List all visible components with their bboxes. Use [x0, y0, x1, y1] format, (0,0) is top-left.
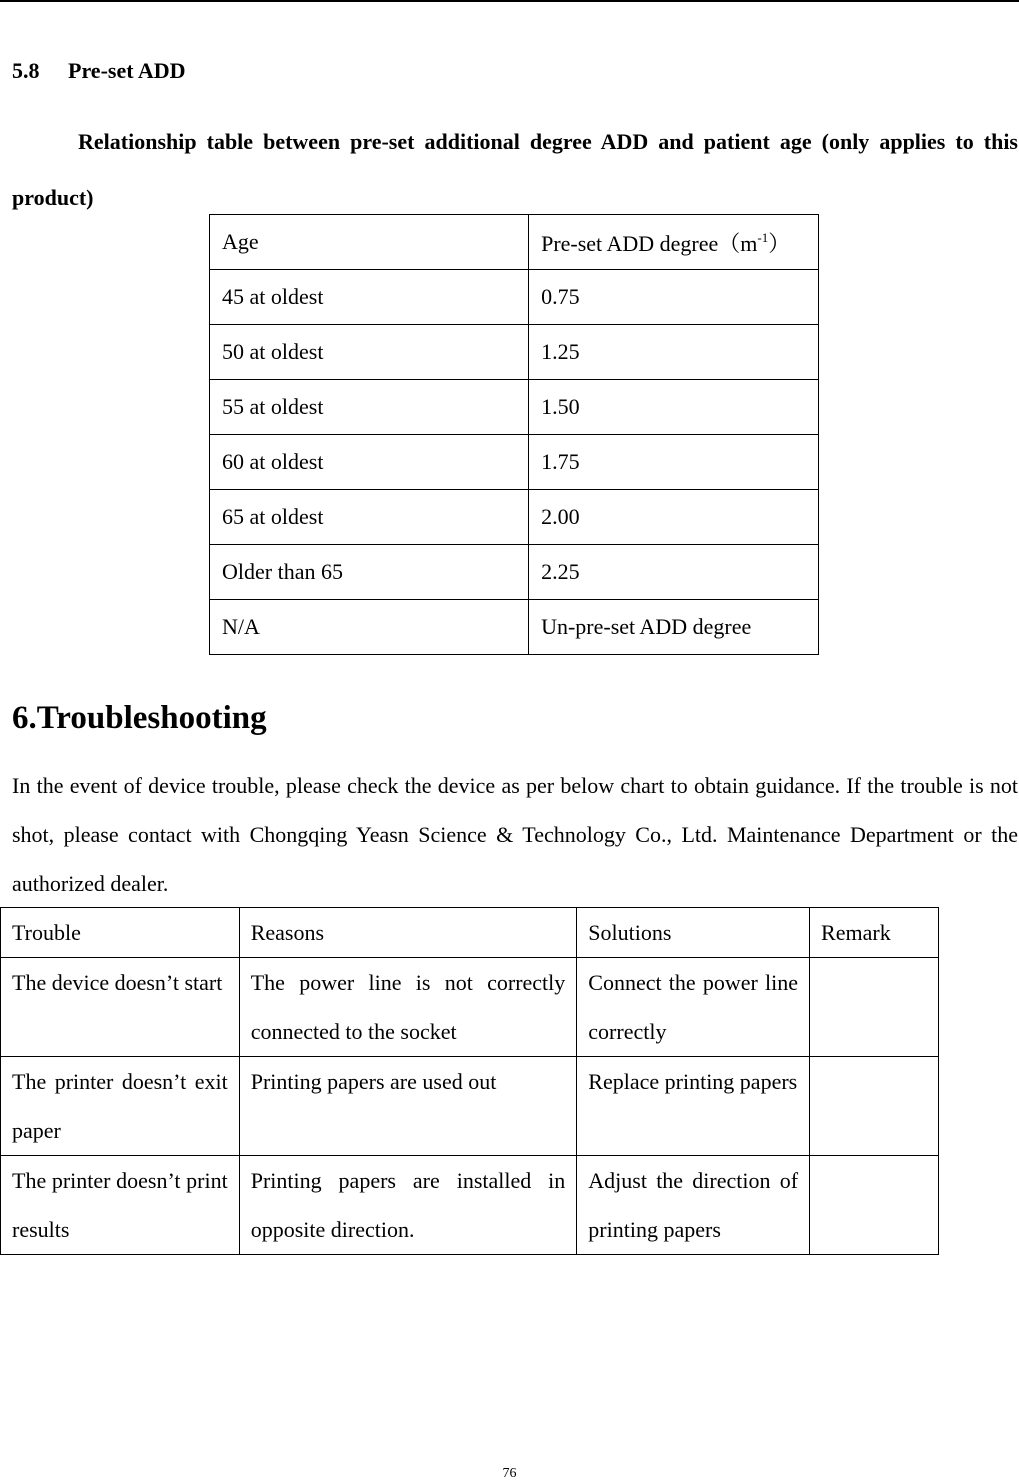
header-remark: Remark [810, 908, 939, 958]
page-number: 76 [502, 1466, 517, 1481]
solution-cell: Adjust the direction of printing papers [577, 1156, 810, 1255]
header-degree-exponent: -1 [757, 229, 769, 245]
header-reasons: Reasons [239, 908, 577, 958]
section-number: 5.8 [12, 58, 40, 83]
degree-cell: Un-pre-set ADD degree [529, 600, 819, 655]
table-caption: Relationship table between pre-set additional degree ADD and patient age (only applies to this product) [12, 129, 1018, 210]
table-row [210, 435, 819, 490]
table-row [210, 545, 819, 600]
age-cell: 50 at oldest [210, 325, 529, 380]
section-title: Pre-set ADD [68, 58, 186, 83]
table-row [210, 270, 819, 325]
chapter-title: 6.Troubleshooting [12, 700, 267, 736]
remark-cell [810, 1156, 939, 1255]
reason-cell: Printing papers are installed in opposite direction. [239, 1156, 577, 1255]
degree-cell: 1.25 [529, 325, 819, 380]
intro-paragraph: In the event of device trouble, please check the device as per below chart to obtain guidance. If the trouble is not shot, please contact with Chongqing Yeasn Science & Technology Co., Ltd. Maintenance Department or the authorized dealer. [12, 773, 1018, 896]
age-cell: 45 at oldest [210, 270, 529, 325]
solution-cell: Connect the power line correctly [577, 958, 810, 1057]
solution-cell: Replace printing papers [577, 1057, 810, 1156]
reason-cell: The power line is not correctly connected to the socket [239, 958, 577, 1057]
degree-cell: 1.50 [529, 380, 819, 435]
remark-cell [810, 958, 939, 1057]
age-cell: 60 at oldest [210, 435, 529, 490]
troubleshooting-table [0, 907, 939, 1255]
table-row [1, 958, 939, 1057]
reason-cell: Printing papers are used out [239, 1057, 577, 1156]
table-row [1, 1057, 939, 1156]
header-degree-close: ） [768, 230, 791, 256]
header-degree-label: Pre-set ADD degree（m [541, 230, 758, 256]
header-age: Age [210, 215, 529, 270]
degree-cell: 0.75 [529, 270, 819, 325]
degree-cell: 2.00 [529, 490, 819, 545]
age-cell: N/A [210, 600, 529, 655]
table-row [1, 1156, 939, 1255]
table-row [210, 380, 819, 435]
degree-cell: 1.75 [529, 435, 819, 490]
table-row [210, 490, 819, 545]
age-cell: Older than 65 [210, 545, 529, 600]
section-heading [12, 58, 186, 84]
table-header-row [210, 215, 819, 270]
remark-cell [810, 1057, 939, 1156]
trouble-cell: The printer doesn’t print results [1, 1156, 240, 1255]
table-row [210, 600, 819, 655]
trouble-cell: The printer doesn’t exit paper [1, 1057, 240, 1156]
header-solutions: Solutions [577, 908, 810, 958]
degree-cell: 2.25 [529, 545, 819, 600]
age-cell: 55 at oldest [210, 380, 529, 435]
add-degree-table [209, 214, 819, 655]
header-trouble: Trouble [1, 908, 240, 958]
header-degree [529, 215, 819, 270]
table-row [210, 325, 819, 380]
age-cell: 65 at oldest [210, 490, 529, 545]
trouble-cell: The device doesn’t start [1, 958, 240, 1057]
table-header-row [1, 908, 939, 958]
top-rule [0, 0, 1019, 2]
